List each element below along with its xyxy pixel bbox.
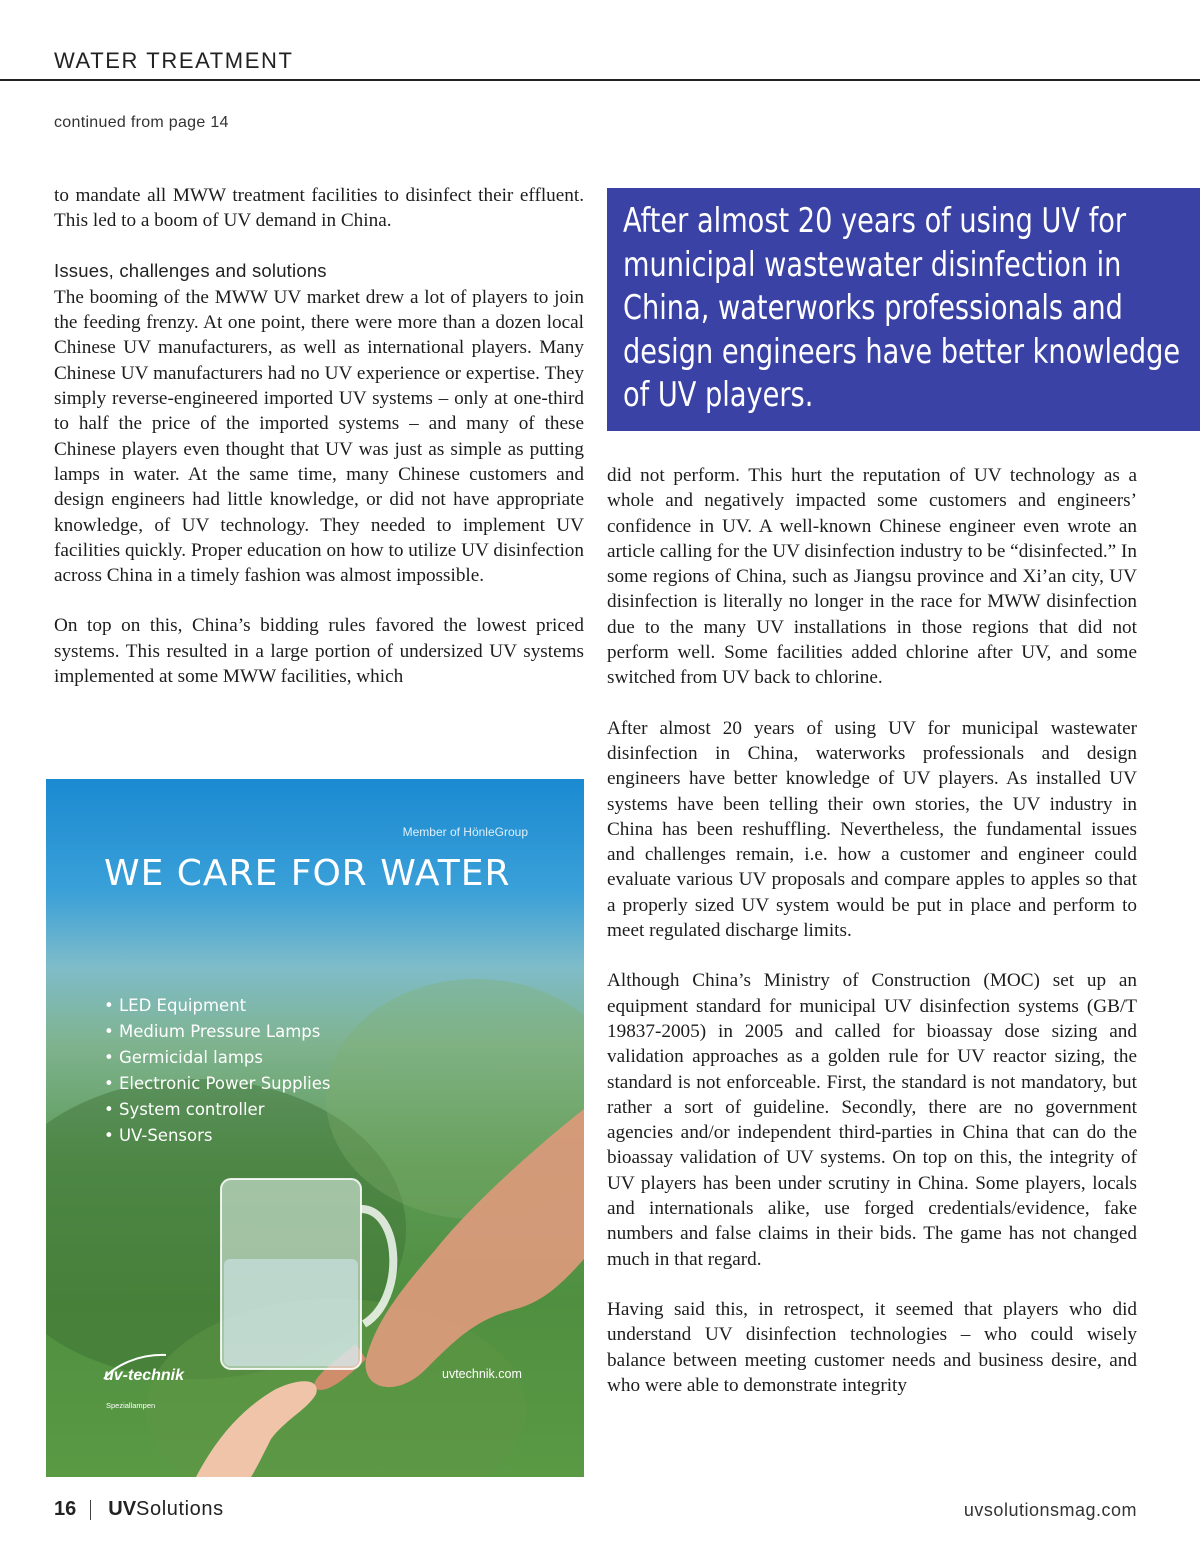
- header-rule: [0, 79, 1200, 81]
- right-paragraph-3: Although China’s Ministry of Construction (MOC) set up an equipment standard for municipal UV disinfection systems (GB/T 19837-2005) in 2005 and called for bioassay dose sizing and validation approaches as a golden rule for UV reactor sizing, the standard is not enforceable. First, the standard is not mandatory, but rather a sort of guideline. Secondly, there are no government agencies and/or independent third-parties in China that can do the bioassay validation of UV systems. On top on this, the integrity of UV players has been under scrutiny in China. Some players, locals and internationals alike, use forged credentials/evidence, fake numbers and false claims in their bids. The game has not changed much in that regard.: [607, 970, 1137, 1270]
- advertisement[interactable]: [46, 779, 584, 1477]
- pull-quote-text: After almost 20 years of using UV for municipal wastewater disinfection in China, waterworks professionals and design engineers have better knowledge of UV players.: [623, 201, 1181, 415]
- water-in-glass-illustration: [224, 1259, 358, 1366]
- left-paragraph-1: to mandate all MWW treatment facilities to disinfect their effluent. This led to a boom of UV demand in China.: [54, 185, 584, 232]
- ad-list-item: • LED Equipment: [104, 993, 331, 1019]
- page-number: 16: [54, 1498, 77, 1520]
- ad-logo-subtitle: Speziallampen: [106, 1401, 156, 1410]
- left-paragraph-2: The booming of the MWW UV market drew a lot of players to join the feeding frenzy. At one point, there were more than a dozen local Chinese UV manufacturers, as well as international players. Many Chinese UV manufacturers had no UV experience or expertise. They simply reverse-engineered imported UV systems – only at one-third to half the price of the imported systems – and many of these Chinese players even thought that UV was just as simple as putting lamps in water. At the same time, many Chinese customers and design engineers had little knowledge, or did not have appropriate knowledge, of UV technology. They needed to implement UV facilities quickly. Proper education on how to utilize UV disinfection across China in a timely fashion was almost impossible.: [54, 286, 584, 587]
- right-paragraph-4: Having said this, in retrospect, it seemed that players who did understand UV disinfection technologies – who could wisely balance between meeting customer needs and business desire, and who were able to demonstrate integrity: [607, 1298, 1137, 1396]
- right-paragraph-1: did not perform. This hurt the reputation of UV technology as a whole and negatively impacted some customers and engineers’ confidence in UV. A well-known Chinese engineer even wrote an article calling for the UV disinfection industry to be “disinfected.” In some regions of China, such as Jiangsu province and Xi’an city, UV disinfection is literally no longer in the race for MWW disinfection due to the many UV installations in those regions that did not perform well. Some facilities added chlorine after UV, and some switched from UV back to chlorine.: [607, 465, 1137, 689]
- ad-list-item: • Medium Pressure Lamps: [104, 1019, 331, 1045]
- ad-list-item: • System controller: [104, 1097, 331, 1123]
- footer-divider: [90, 1500, 91, 1520]
- left-paragraph-3: On top on this, China’s bidding rules favored the lowest priced systems. This resulted in a large portion of undersized UV systems implemented at some MWW facilities, which: [54, 615, 584, 688]
- adult-hand-illustration: [366, 1109, 584, 1387]
- brand-rest: Solutions: [136, 1498, 224, 1520]
- ad-logo: uv-technik: [104, 1367, 185, 1384]
- ad-website-link[interactable]: uvtechnik.com: [442, 1367, 522, 1381]
- ad-list-item: • UV-Sensors: [104, 1123, 331, 1149]
- ad-headline: WE CARE FOR WATER: [104, 853, 511, 894]
- child-hand-illustration: [196, 1381, 317, 1477]
- glass-handle-illustration: [361, 1209, 393, 1324]
- ad-member-note: Member of HönleGroup: [402, 825, 528, 839]
- right-paragraph-2: After almost 20 years of using UV for municipal wastewater disinfection in China, waterworks professionals and design engineers have better knowledge of UV players. As installed UV systems have been telling their own stories, the UV industry in China has been reshuffling. Nevertheless, the fundamental issues and challenges remain, i.e. how a customer and engineer could evaluate various UV proposals and compare apples to apples so that a properly sized UV system would be put in place and perform to meet regulated discharge limits.: [607, 717, 1137, 942]
- continued-note: continued from page 14: [54, 114, 229, 131]
- ad-product-list: [104, 993, 331, 1149]
- pull-quote: [607, 188, 1200, 431]
- right-column: [607, 463, 1137, 1398]
- subheading: Issues, challenges and solutions: [54, 259, 327, 281]
- brand-bold: UV: [108, 1498, 137, 1520]
- ad-list-item: • Electronic Power Supplies: [104, 1071, 331, 1097]
- ad-list-item: • Germicidal lamps: [104, 1045, 331, 1071]
- left-column: [54, 183, 584, 689]
- section-label: WATER TREATMENT: [54, 48, 294, 73]
- footer-website[interactable]: uvsolutionsmag.com: [963, 1500, 1137, 1520]
- footer-left: [54, 1498, 224, 1521]
